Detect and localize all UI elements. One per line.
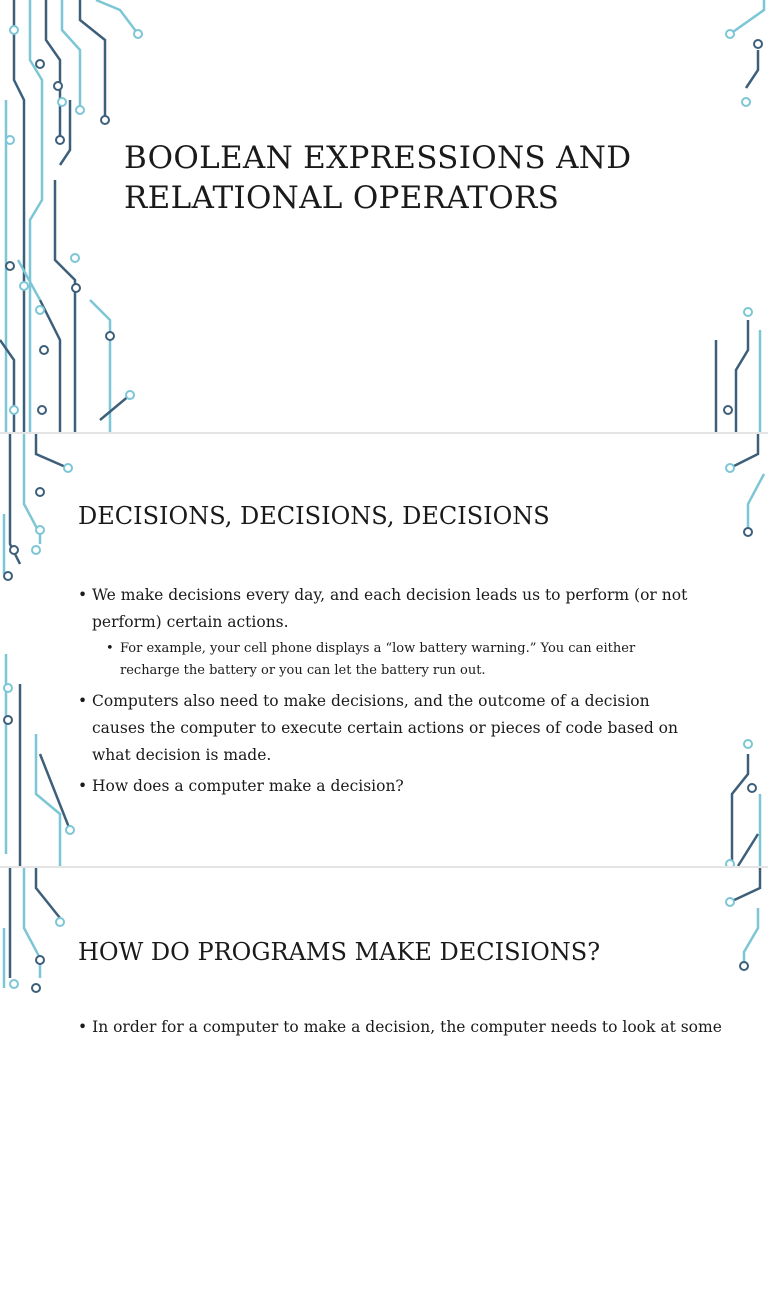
title-slide[interactable] — [0, 0, 768, 432]
circuit-decoration-left-icon — [0, 868, 80, 1028]
slide-title: DECISIONS, DECISIONS, DECISIONS — [78, 502, 550, 530]
circuit-decoration-right-icon — [708, 868, 768, 1028]
list-item: • We make decisions every day, and each decision leads us to perform (or not perform) certain actions. — [78, 582, 693, 636]
circuit-decoration-right-icon — [708, 434, 768, 866]
list-item: • How does a computer make a decision? — [78, 773, 693, 800]
programs-decisions-slide[interactable] — [0, 868, 768, 1300]
list-item: • Computers also need to make decisions, and the outcome of a decision causes the computer to execute certain actions or pieces of code based on what decision is made. — [78, 688, 693, 769]
circuit-decoration-left-icon — [0, 434, 80, 866]
decisions-slide[interactable] — [0, 434, 768, 866]
sub-list-item: • For example, your cell phone displays a “low battery warning.” You can either recharge the battery or you can let the battery run out. — [78, 638, 693, 682]
circuit-decoration-right-icon — [708, 0, 768, 432]
slide-title: HOW DO PROGRAMS MAKE DECISIONS? — [78, 938, 601, 966]
slide-title: BOOLEAN EXPRESSIONS AND RELATIONAL OPERATORS — [124, 140, 632, 216]
list-item: • In order for a computer to make a decision, the computer needs to look at some — [78, 1018, 722, 1036]
bullet-list — [78, 582, 693, 804]
